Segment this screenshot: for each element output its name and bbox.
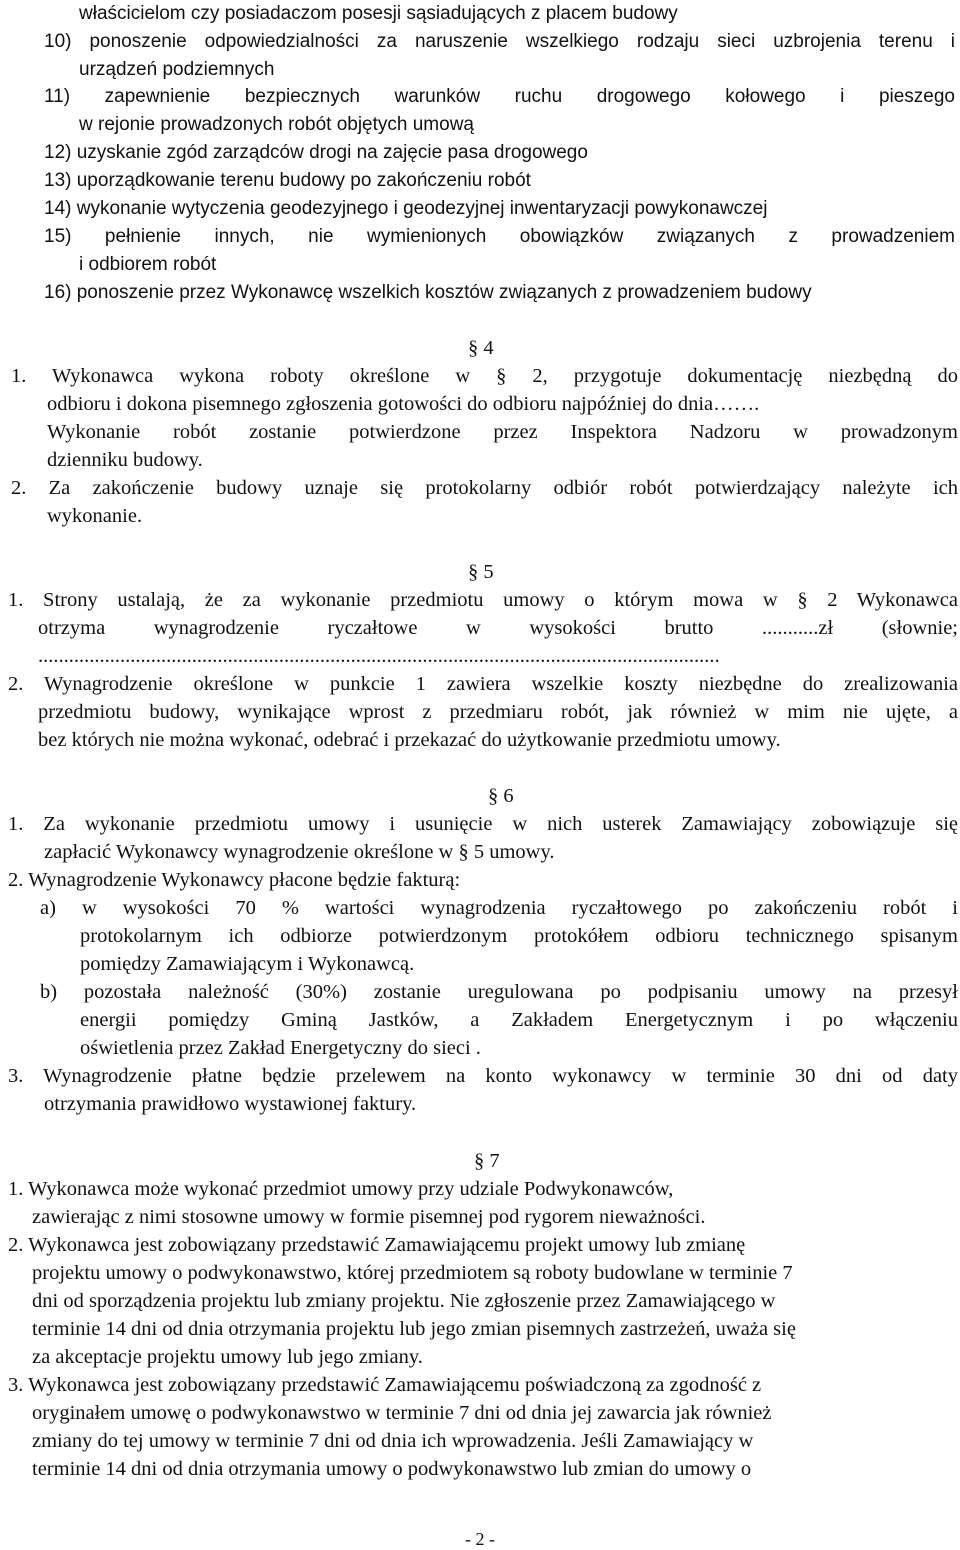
list-item-16: 16) ponoszenie przez Wykonawcę wszelkich kosztów związanych z prowadzeniem budowy — [44, 282, 812, 303]
section-heading: § 6 — [488, 785, 514, 807]
paragraph-line: zmiany do tej umowy w terminie 7 dni od dnia ich wprowadzenia. Jeśli Zamawiający w — [32, 1430, 754, 1452]
list-line: właścicielom czy posiadaczom posesji sąsiadujących z placem budowy — [79, 3, 678, 24]
paragraph-line: oświetlenia przez Zakład Energetyczny do sieci . — [80, 1037, 481, 1059]
list-item-13: 13) uporządkowanie terenu budowy po zakończeniu robót — [44, 170, 531, 191]
list-item-10: 10) ponoszenie odpowiedzialności za naruszenie wszelkiego rodzaju sieci uzbrojenia terenu i — [44, 31, 955, 52]
paragraph-line: dni od sporządzenia projektu lub zmiany projektu. Nie zgłoszenie przez Zamawiającego w — [32, 1290, 776, 1312]
paragraph-line: otrzyma wynagrodzenie ryczałtowe w wysokości brutto ...........zł (słownie; — [38, 617, 958, 639]
paragraph-line: 2. Wynagrodzenie Wykonawcy płacone będzie fakturą: — [8, 869, 461, 891]
paragraph-line: a) w wysokości 70 % wartości wynagrodzenia ryczałtowego po zakończeniu robót i — [40, 897, 958, 919]
list-line: urządzeń podziemnych — [79, 59, 275, 80]
paragraph-line: 1. Wykonawca wykona roboty określone w § 2, przygotuje dokumentację niezbędną do — [11, 365, 958, 387]
list-item-15: 15) pełnienie innych, nie wymienionych obowiązków związanych z prowadzeniem — [44, 226, 955, 247]
paragraph-line: Wykonanie robót zostanie potwierdzone przez Inspektora Nadzoru w prowadzonym — [47, 421, 958, 443]
list-line: i odbiorem robót — [79, 254, 217, 275]
paragraph-line: energii pomiędzy Gminą Jastków, a Zakładem Energetycznym i po włączeniu — [80, 1009, 958, 1031]
paragraph-line: otrzymania prawidłowo wystawionej faktury. — [44, 1093, 417, 1115]
paragraph-line: 2. Wykonawca jest zobowiązany przedstawić Zamawiającemu projekt umowy lub zmianę — [8, 1234, 746, 1256]
paragraph-line: b) pozostała należność (30%) zostanie uregulowana po podpisaniu umowy na przesył — [40, 981, 958, 1003]
paragraph-line: terminie 14 dni od dnia otrzymania umowy o podwykonawstwo lub zmian do umowy o — [32, 1458, 752, 1480]
paragraph-line: terminie 14 dni od dnia otrzymania projektu lub jego zmian pisemnych zastrzeżeń, uważa się — [32, 1318, 796, 1340]
paragraph-line: za akceptacje projektu umowy lub jego zmiany. — [32, 1346, 423, 1368]
paragraph-line: 3. Wykonawca jest zobowiązany przedstawić Zamawiającemu poświadczoną za zgodność z — [8, 1374, 762, 1396]
list-item-11: 11) zapewnienie bezpiecznych warunków ruchu drogowego kołowego i pieszego — [44, 86, 955, 107]
paragraph-line: dzienniku budowy. — [47, 449, 203, 471]
paragraph-line: 1. Strony ustalają, że za wykonanie przedmiotu umowy o którym mowa w § 2 Wykonawca — [8, 589, 958, 611]
paragraph-line: 3. Wynagrodzenie płatne będzie przelewem na konto wykonawcy w terminie 30 dni od daty — [8, 1065, 958, 1087]
paragraph-line: odbioru i dokona pisemnego zgłoszenia gotowości do odbioru najpóźniej do dnia……. — [47, 393, 760, 415]
list-item-12: 12) uzyskanie zgód zarządców drogi na zajęcie pasa drogowego — [44, 142, 588, 163]
paragraph-line: 1. Za wykonanie przedmiotu umowy i usunięcie w nich usterek Zamawiający zobowiązuje się — [8, 813, 958, 835]
paragraph-line: oryginałem umowę o podwykonawstwo w terminie 7 dni od dnia jej zawarcia jak również — [32, 1402, 772, 1424]
paragraph-line: projektu umowy o podwykonawstwo, której przedmiotem są roboty budowlane w terminie 7 — [32, 1262, 793, 1284]
paragraph-line: 1. Wykonawca może wykonać przedmiot umowy przy udziale Podwykonawców, — [8, 1178, 674, 1200]
paragraph-line: zapłacić Wykonawcy wynagrodzenie określone w § 5 umowy. — [44, 841, 555, 863]
section-heading: § 5 — [468, 561, 494, 583]
list-item-14: 14) wykonanie wytyczenia geodezyjnego i geodezyjnej inwentaryzacji powykonawczej — [44, 198, 768, 219]
paragraph-line: bez których nie można wykonać, odebrać i przekazać do użytkowanie przedmiotu umowy. — [38, 729, 781, 751]
paragraph-line: wykonanie. — [47, 505, 143, 527]
paragraph-line: pomiędzy Zamawiającym i Wykonawcą. — [80, 953, 415, 975]
paragraph-line: protokolarnym ich odbiorze potwierdzonym protokółem odbioru technicznego spisanym — [80, 925, 958, 947]
paragraph-line: 2. Wynagrodzenie określone w punkcie 1 zawiera wszelkie koszty niezbędne do zrealizowania — [8, 673, 958, 695]
paragraph-line: przedmiotu budowy, wynikające wprost z przedmiaru robót, jak również w mim nie ujęte, a — [38, 701, 958, 723]
paragraph-line: zawierając z nimi stosowne umowy w formie pisemnej pod rygorem nieważności. — [32, 1206, 706, 1228]
paragraph-line: 2. Za zakończenie budowy uznaje się protokolarny odbiór robót potwierdzający należyte ich — [11, 477, 958, 499]
list-line: w rejonie prowadzonych robót objętych umową — [79, 114, 474, 135]
section-heading: § 4 — [468, 337, 494, 359]
section-heading: § 7 — [474, 1150, 500, 1172]
page-number: - 2 - — [465, 1529, 495, 1549]
dotted-fill-line: ..................................................................................................................................... — [38, 645, 720, 667]
